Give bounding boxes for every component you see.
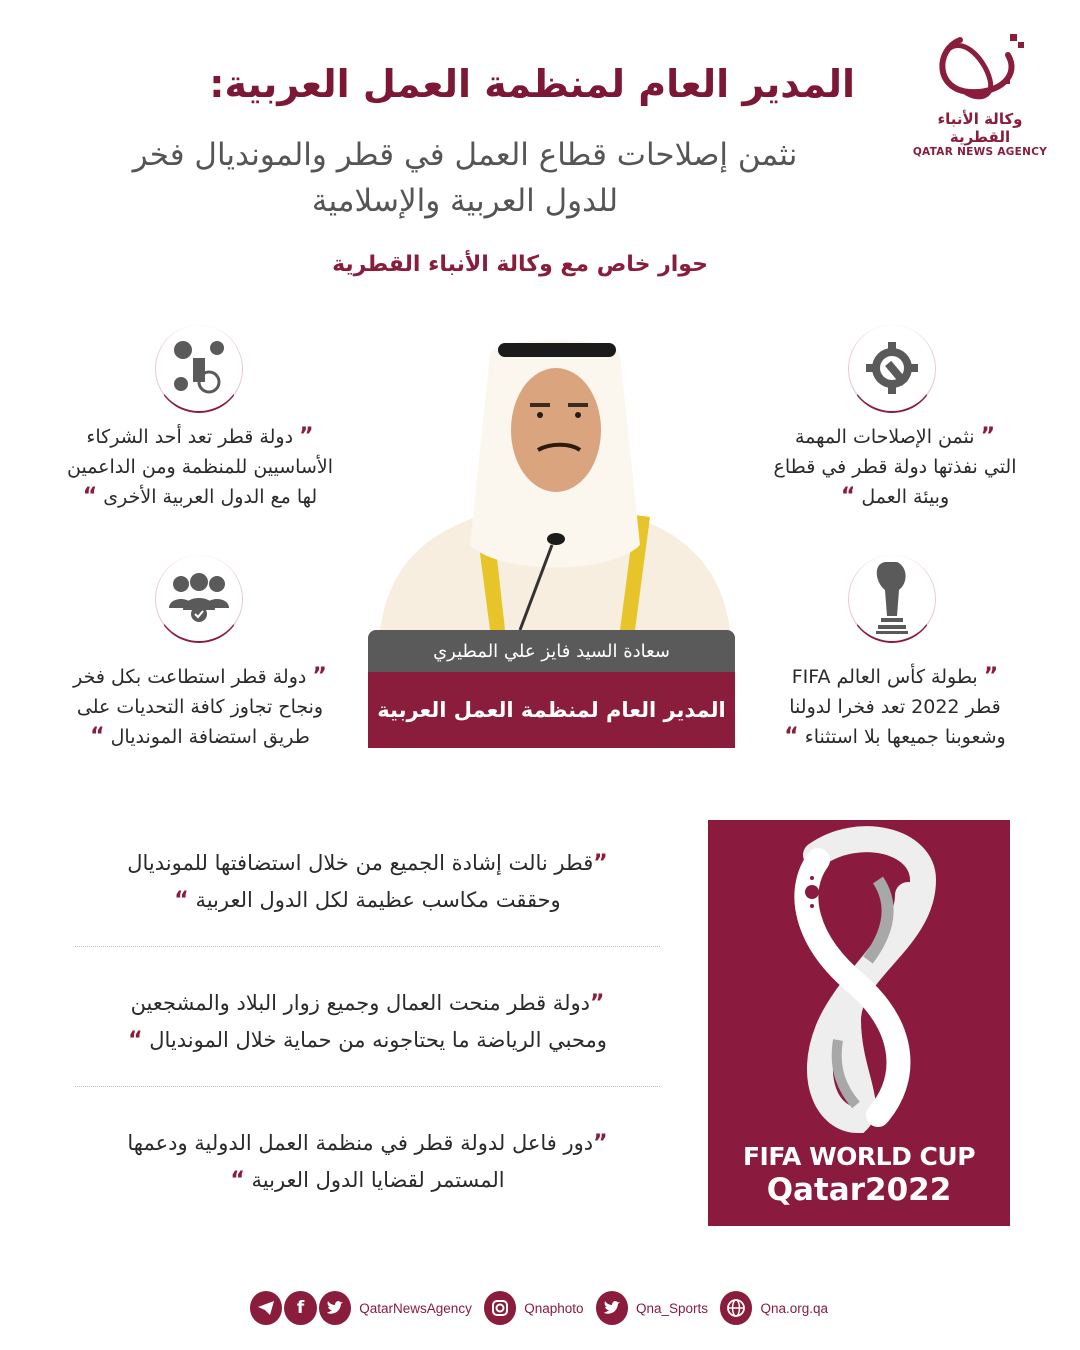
twitter-icon[interactable]	[319, 1291, 351, 1325]
side-quote-top-left: ” دولة قطر تعد أحد الشركاء الأساسيين للمنظمة ومن الداعمين لها مع الدول العربية الأخرى “	[67, 424, 333, 509]
side-quote-top-right: ” نثمن الإصلاحات المهمة التي نفذتها دولة قطر في قطاع وبيئة العمل “	[773, 424, 1017, 509]
bottom-quote-3: ”دور فاعل لدولة قطر في منظمة العمل الدولية ودعمها المستمر لقضايا الدول العربية “	[127, 1131, 608, 1193]
quote-close-icon: “	[90, 724, 105, 749]
quote-close-icon: “	[128, 1028, 143, 1053]
qna-logo	[905, 30, 1055, 160]
qna-logo-icon	[930, 30, 1030, 108]
trophy-icon	[867, 558, 917, 638]
social-label-qna-sports[interactable]: Qna_Sports	[635, 1300, 709, 1316]
person-photo	[380, 325, 730, 630]
twitter-icon[interactable]	[596, 1291, 628, 1325]
team-check-icon-circle	[155, 555, 243, 643]
quote-open-icon: ”	[983, 664, 999, 689]
fifa-subtitle: Qatar2022	[766, 1172, 952, 1208]
quote-close-icon: “	[784, 724, 799, 749]
world-cup-emblem-icon	[708, 820, 1010, 1140]
subtitle-line-1: نثمن إصلاحات قطاع العمل في قطر والمونديال فخر	[132, 137, 798, 173]
trophy-icon-circle	[848, 555, 936, 643]
bottom-quote-2: ”دولة قطر منحت العمال وجميع زوار البلاد والمشجعين ومحبي الرياضة ما يحتاجونه من حماية خلال المونديال “	[128, 991, 607, 1053]
gear-wrench-icon	[864, 340, 920, 396]
facebook-icon[interactable]: f	[284, 1291, 316, 1325]
side-quote-bottom-left: ” دولة قطر استطاعت بكل فخر ونجاح تجاوز كافة التحديات على طريق استضافة المونديال “	[73, 664, 327, 749]
quote-close-icon: “	[174, 888, 189, 913]
instagram-icon[interactable]	[484, 1291, 516, 1325]
person-role: المدير العام لمنظمة العمل العربية	[368, 672, 735, 748]
social-label-website[interactable]: Qna.org.qa	[760, 1300, 828, 1316]
side-quote-bottom-right: ” بطولة كأس العالم FIFA قطر 2022 تعد فخرا لدولنا وشعوبنا جميعها بلا استثناء “	[784, 664, 1006, 749]
logo-name-ar: وكالة الأنباء القطرية	[937, 110, 1023, 146]
quote-open-icon: ”	[593, 1131, 608, 1156]
divider	[75, 946, 660, 947]
tagline: حوار خاص مع وكالة الأنباء القطرية	[332, 252, 708, 277]
subtitle-line-2: للدول العربية والإسلامية	[311, 183, 619, 219]
divider	[75, 1086, 660, 1087]
telegram-icon[interactable]	[250, 1291, 282, 1325]
logo-name-en: QATAR NEWS AGENCY	[912, 146, 1048, 158]
quote-open-icon: ”	[589, 991, 605, 1016]
team-check-icon	[167, 572, 231, 624]
page-subtitle	[55, 132, 875, 224]
quote-open-icon: ”	[312, 664, 327, 689]
quote-open-icon: ”	[593, 851, 608, 876]
network-partners-icon	[169, 338, 229, 398]
quote-open-icon: ”	[299, 424, 314, 449]
quote-open-icon: ”	[980, 424, 996, 449]
bottom-quote-1: ”قطر نالت إشادة الجميع من خلال استضافتها للمونديال وحققت مكاسب عظيمة لكل الدول العربية “	[127, 851, 608, 913]
gear-wrench-icon-circle	[848, 325, 936, 413]
social-label-qnaphoto[interactable]: Qnaphoto	[524, 1300, 584, 1316]
social-footer	[250, 1290, 840, 1326]
fifa-world-cup-logo	[708, 820, 1010, 1226]
globe-icon[interactable]	[720, 1291, 752, 1325]
social-label-qatarnewsagency[interactable]: QatarNewsAgency	[359, 1300, 472, 1316]
network-partners-icon-circle	[155, 325, 243, 413]
quote-close-icon: “	[840, 484, 856, 509]
fifa-title: FIFA WORLD CUP	[742, 1142, 976, 1171]
page-title: المدير العام لمنظمة العمل العربية:	[209, 62, 855, 106]
person-name: سعادة السيد فايز علي المطيري	[368, 630, 735, 672]
quote-close-icon: “	[82, 484, 98, 509]
quote-close-icon: “	[230, 1168, 245, 1193]
